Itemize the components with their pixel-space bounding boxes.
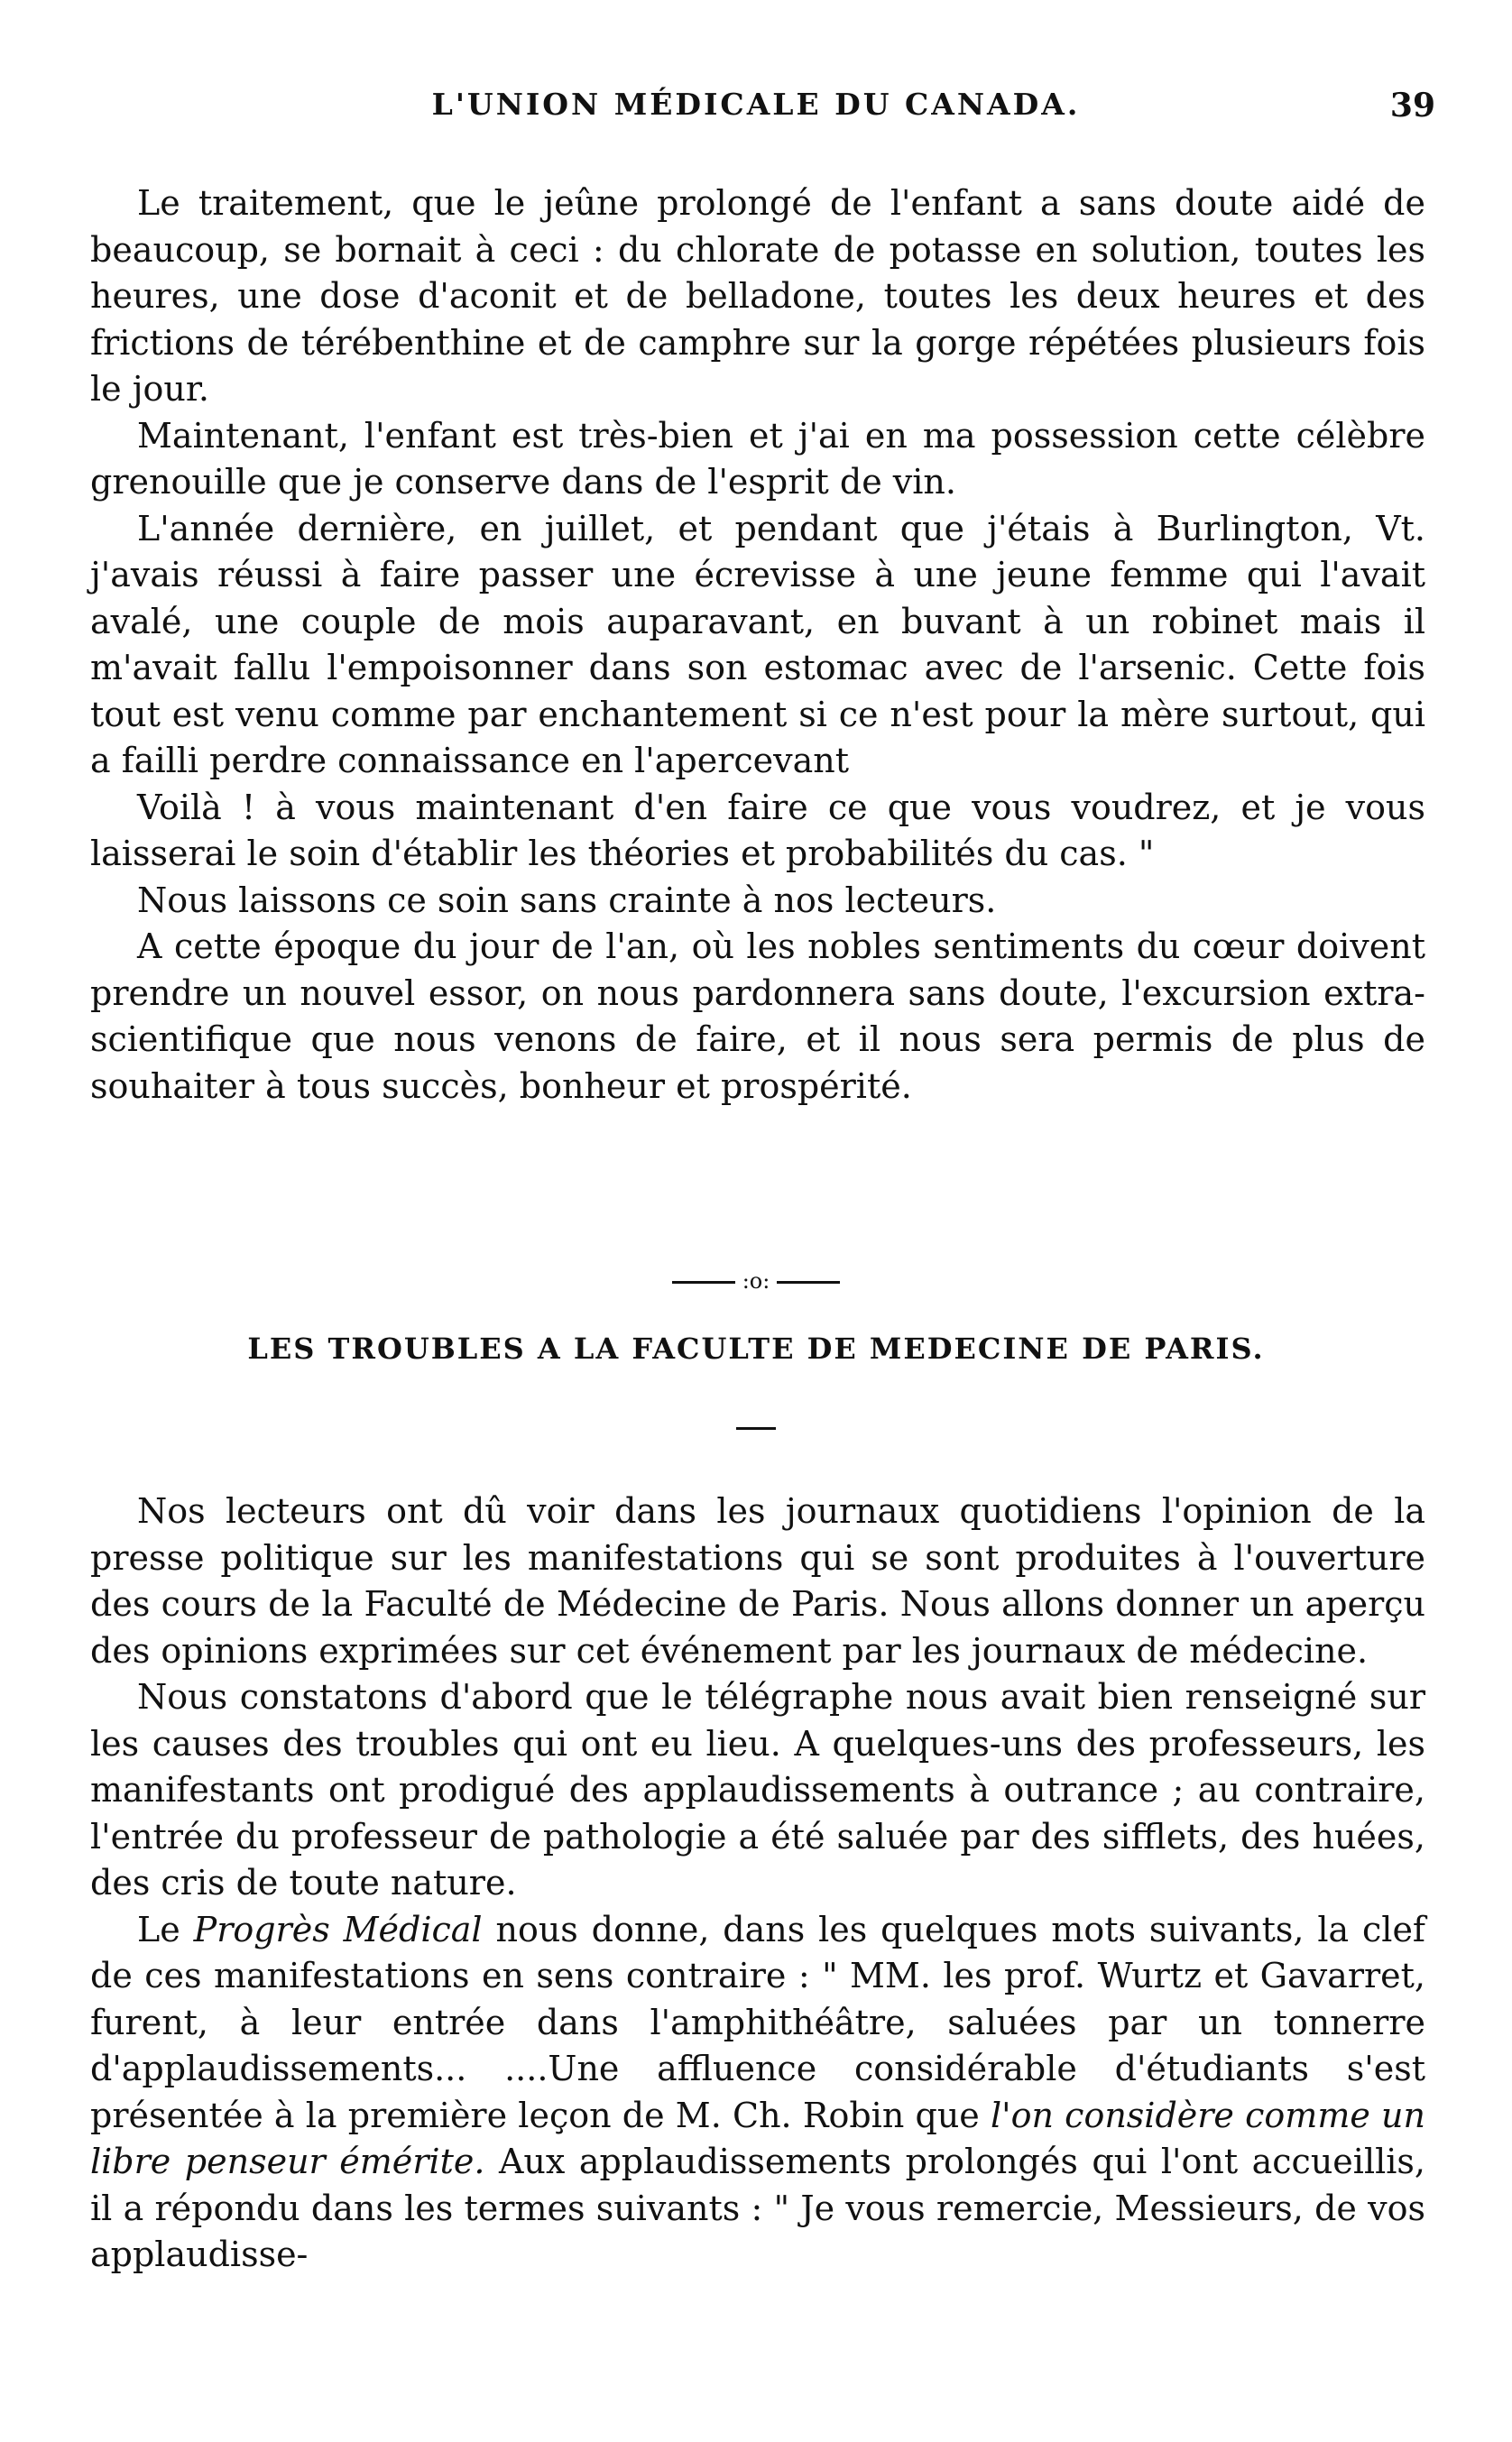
- heading-rule: [736, 1427, 776, 1430]
- paragraph-frog: Maintenant, l'enfant est très-bien et j'ai en ma possession cette célèbre grenouille que je conserve dans de l'esprit de vin.: [90, 415, 1425, 502]
- section-heading: LES TROUBLES A LA FACULTE DE MEDECINE DE PARIS.: [247, 1332, 1265, 1366]
- paragraph-treatment: Le traitement, que le jeûne prolongé de l'enfant a sans doute aidé de beaucoup, se bornait à ceci : du chlorate de potasse en solution, toutes les heures, une dose d'aconit et de belladone, toutes les deux heures et des frictions de térébenthine et de camphre sur la gorge répétées plusieurs fois le jour.: [90, 183, 1425, 409]
- text-run: Le: [137, 1909, 194, 1949]
- paragraph-press: Nos lecteurs ont dû voir dans les journaux quotidiens l'opinion de la presse politique sur les manifestations qui se sont produites à l'ouverture des cours de la Faculté de Médecine de Paris. Nous allons donner un aperçu des opinions exprimées sur cet événement par les journaux de médecine.: [90, 1491, 1425, 1671]
- section-two: [90, 1488, 1425, 2279]
- text-run: nous donne, dans les quelques mots suivants, la clef de ces manifestations en sens contraire : " MM. les prof. Wurtz et Gavarret, furent, à leur entrée dans l'amphithéâtre, saluées par un tonnerre d'applaudissements... ....Une affluence considérable d'étudiants s'est présentée à la première leçon de M. Ch. Robin que: [90, 1909, 1426, 2135]
- text-run: Aux applaudissements prolongés qui l'ont accueillis, il a répondu dans les termes suivants : " Je vous remercie, Messieurs, de vos applaudisse-: [90, 2142, 1425, 2274]
- italic-phrase: l'on considère comme un libre penseur émérite.: [90, 2095, 1425, 2181]
- paragraph-crayfish: L'année dernière, en juillet, et pendant que j'étais à Burlington, Vt. j'avais réussi à faire passer une écrevisse à une jeune femme qui l'avait avalé, une couple de mois auparavant, en buvant à un robinet mais il m'avait fallu l'empoisonner dans son estomac avec de l'arsenic. Cette fois tout est venu comme par enchantement si ce n'est pour la mère surtout, qui a failli perdre connaissance en l'apercevant: [90, 508, 1425, 780]
- paragraph-new-year: A cette époque du jour de l'an, où les nobles sentiments du cœur doivent prendre un nouvel essor, on nous pardonnera sans doute, l'excursion extra-scientifique que nous venons de faire, et il nous sera permis de plus de souhaiter à tous succès, bonheur et prospérité.: [90, 926, 1425, 1106]
- page-number: 39: [1389, 87, 1435, 124]
- paragraph-voila: Voilà ! à vous maintenant d'en faire ce que vous voudrez, et je vous laisserai le soin d'établir les théories et probabilités du cas. ": [90, 787, 1425, 873]
- section-one: [90, 180, 1425, 1110]
- journal-title: L'UNION MÉDICALE DU CANADA.: [431, 87, 1081, 122]
- running-head: [0, 87, 1512, 141]
- journal-name-italic: Progrès Médical: [193, 1909, 483, 1949]
- paragraph-telegraph: Nous constatons d'abord que le télégraphe nous avait bien renseigné sur les causes des troubles qui ont eu lieu. A quelques-uns des professeurs, les manifestants ont prodigué des applaudissements à outrance ; au contraire, l'entrée du professeur de pathologie a été saluée par des sifflets, des huées, des cris de toute nature.: [90, 1677, 1425, 1903]
- separator-symbol: :o:: [742, 1268, 770, 1294]
- section-separator: [0, 1267, 1512, 1295]
- paragraph-progres-medical: [90, 1907, 1425, 2279]
- separator-rule-right: [777, 1281, 840, 1284]
- paragraph-readers: Nous laissons ce soin sans crainte à nos lecteurs.: [137, 880, 997, 920]
- separator-rule-left: [672, 1281, 735, 1284]
